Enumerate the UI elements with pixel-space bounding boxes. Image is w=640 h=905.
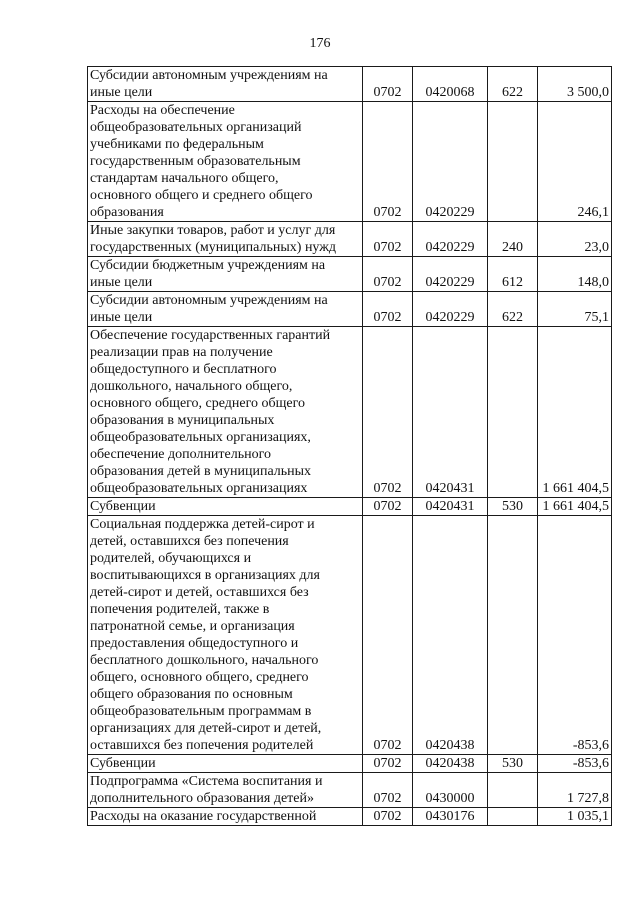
expense-name-cell (88, 327, 363, 498)
amount-cell (538, 327, 612, 498)
expense-type-cell (488, 773, 538, 808)
target-code-text: 0420229 (425, 275, 475, 290)
expense-name-text: Расходы на обеспечение общеобразовательных организаций учебниками по федеральным государственным образовательным стандартам начального общего, основного общего и среднего общего образования (90, 103, 313, 220)
amount-text: 1 035,1 (567, 809, 609, 824)
amount-text: 3 500,0 (567, 85, 609, 100)
target-code-text: 0430000 (425, 791, 475, 806)
expense-name-text: Социальная поддержка детей-сирот и детей, оставшихся без попечения родителей, обучающихся и воспитывающихся в организациях для детей-сирот и детей, оставшихся без попечения родителей, также в патронатной семье, и организация предоставления общедоступного и бесплатного дошкольного, начального общего, основного общего, среднего общего образования по основным общеобразовательным программам в организациях для детей-сирот и детей, оставшихся без попечения родителей (90, 517, 322, 753)
expense-type-cell (488, 222, 538, 257)
amount-text: 1 661 404,5 (542, 499, 609, 514)
expense-name-cell (88, 808, 363, 826)
amount-text: 1 661 404,5 (542, 481, 609, 496)
target-code-text: 0420431 (425, 499, 475, 514)
expense-type-cell (488, 67, 538, 102)
target-code-text: 0420068 (425, 85, 475, 100)
table-row (88, 755, 612, 773)
table-row (88, 67, 612, 102)
target-code-cell (413, 516, 488, 755)
expense-name-cell (88, 516, 363, 755)
expense-type-cell (488, 102, 538, 222)
target-code-cell (413, 808, 488, 826)
amount-text: 23,0 (584, 240, 609, 255)
expense-type-text: 530 (502, 756, 523, 771)
section-code-cell (363, 808, 413, 826)
expense-type-cell (488, 755, 538, 773)
expense-type-text: 240 (502, 240, 523, 255)
section-code-cell (363, 498, 413, 516)
expense-name-cell (88, 773, 363, 808)
section-code-text: 0702 (373, 85, 402, 100)
table-row (88, 327, 612, 498)
expense-name-cell (88, 222, 363, 257)
expense-type-cell (488, 257, 538, 292)
target-code-cell (413, 257, 488, 292)
section-code-cell (363, 755, 413, 773)
expense-name-text: Субвенции (90, 499, 156, 514)
target-code-cell (413, 102, 488, 222)
section-code-text: 0702 (373, 499, 402, 514)
amount-cell (538, 102, 612, 222)
target-code-cell (413, 67, 488, 102)
target-code-text: 0420229 (425, 240, 475, 255)
amount-cell (538, 773, 612, 808)
expense-name-text: Субсидии автономным учреждениям на иные цели (90, 293, 328, 325)
table-row (88, 808, 612, 826)
section-code-cell (363, 292, 413, 327)
expense-name-text: Обеспечение государственных гарантий реализации прав на получение общедоступного и бесплатного дошкольного, начального общего, основного общего, среднего общего образования в муниципальных общеобразовательных организациях, обеспечение дополнительного образования детей в муниципальных общеобразовательных организациях (90, 328, 331, 496)
target-code-cell (413, 755, 488, 773)
expense-name-text: Субвенции (90, 756, 156, 771)
expense-name-cell (88, 102, 363, 222)
target-code-cell (413, 498, 488, 516)
table-row (88, 222, 612, 257)
expense-name-text: Субсидии автономным учреждениям на иные цели (90, 68, 328, 100)
section-code-cell (363, 516, 413, 755)
expense-name-cell (88, 292, 363, 327)
target-code-text: 0420431 (425, 481, 475, 496)
amount-cell (538, 257, 612, 292)
expense-type-cell (488, 516, 538, 755)
amount-text: 148,0 (577, 275, 609, 290)
expense-name-text: Расходы на оказание государственной (90, 809, 317, 824)
amount-text: -853,6 (572, 738, 609, 753)
expense-type-text: 622 (502, 85, 523, 100)
target-code-cell (413, 222, 488, 257)
target-code-text: 0430176 (425, 809, 475, 824)
amount-cell (538, 67, 612, 102)
expense-name-cell (88, 67, 363, 102)
section-code-text: 0702 (373, 809, 402, 824)
section-code-text: 0702 (373, 481, 402, 496)
page-number: 176 (309, 36, 331, 51)
amount-cell (538, 755, 612, 773)
section-code-text: 0702 (373, 240, 402, 255)
amount-text: -853,6 (572, 756, 609, 771)
table-row (88, 773, 612, 808)
amount-cell (538, 498, 612, 516)
table-row (88, 102, 612, 222)
table-row (88, 292, 612, 327)
target-code-cell (413, 327, 488, 498)
section-code-text: 0702 (373, 310, 402, 325)
section-code-cell (363, 257, 413, 292)
target-code-text: 0420229 (425, 205, 475, 220)
section-code-cell (363, 327, 413, 498)
section-code-cell (363, 67, 413, 102)
expense-name-text: Субсидии бюджетным учреждениям на иные цели (90, 258, 326, 290)
target-code-text: 0420438 (425, 756, 475, 771)
amount-cell (538, 516, 612, 755)
target-code-cell (413, 773, 488, 808)
expense-type-cell (488, 808, 538, 826)
section-code-cell (363, 102, 413, 222)
expense-type-cell (488, 327, 538, 498)
target-code-text: 0420438 (425, 738, 475, 753)
section-code-text: 0702 (373, 205, 402, 220)
section-code-cell (363, 773, 413, 808)
section-code-text: 0702 (373, 756, 402, 771)
amount-text: 75,1 (584, 310, 609, 325)
section-code-cell (363, 222, 413, 257)
section-code-text: 0702 (373, 791, 402, 806)
expense-name-cell (88, 257, 363, 292)
expense-type-text: 530 (502, 499, 523, 514)
expense-name-text: Иные закупки товаров, работ и услуг для государственных (муниципальных) нужд (90, 223, 337, 255)
table-row (88, 516, 612, 755)
amount-text: 1 727,8 (567, 791, 609, 806)
target-code-cell (413, 292, 488, 327)
expense-type-cell (488, 498, 538, 516)
expense-name-text: Подпрограмма «Система воспитания и дополнительного образования детей» (90, 774, 323, 806)
expense-type-text: 612 (502, 275, 523, 290)
expense-name-cell (88, 498, 363, 516)
budget-table (87, 66, 612, 826)
expense-name-cell (88, 755, 363, 773)
amount-cell (538, 222, 612, 257)
expense-type-cell (488, 292, 538, 327)
table-row (88, 498, 612, 516)
amount-cell (538, 808, 612, 826)
target-code-text: 0420229 (425, 310, 475, 325)
section-code-text: 0702 (373, 275, 402, 290)
amount-cell (538, 292, 612, 327)
amount-text: 246,1 (577, 205, 609, 220)
section-code-text: 0702 (373, 738, 402, 753)
table-row (88, 257, 612, 292)
budget-table-body (88, 67, 612, 826)
expense-type-text: 622 (502, 310, 523, 325)
